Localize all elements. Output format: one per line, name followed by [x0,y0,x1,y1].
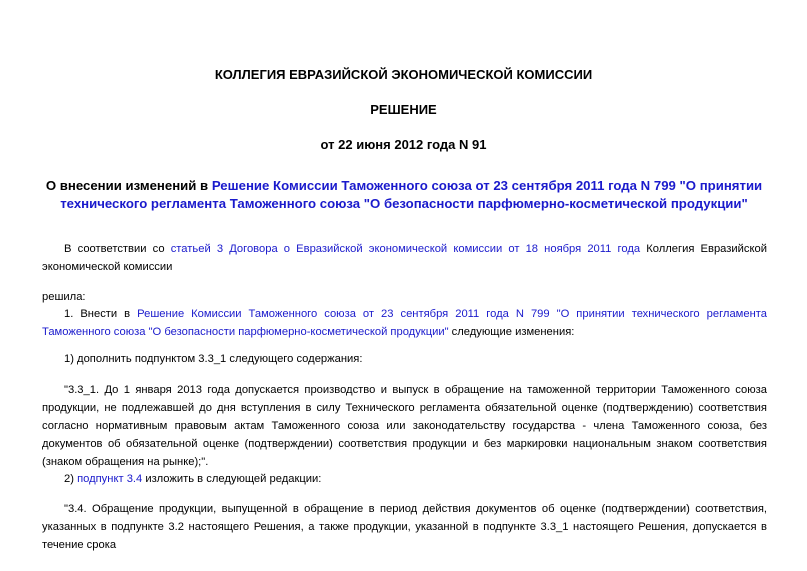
subitem-2-prefix: 2) [64,473,78,485]
title-decision-link[interactable]: Решение Комиссии Таможенного союза от 23 сентября 2011 года N 799 "О принятии технического регламента Таможенного союза "О безопасности парфюмерно-косметической продукции" [60,178,763,211]
item-1-prefix: 1. Внести в [64,308,138,320]
document-date: от 22 июня 2012 года N 91 [320,137,487,152]
preamble-prefix: В соответствии со [64,243,171,255]
subpoint-3-4-link[interactable]: подпункт 3.4 [77,473,143,485]
preamble-paragraph [42,240,767,276]
treaty-article-link[interactable]: статьей 3 Договора о Евразийской экономической комиссии от 18 ноября 2011 года [170,243,641,255]
resolved-label: решила: [42,291,86,303]
item-1-decision-link[interactable]: Решение Комиссии Таможенного союза от 23 сентября 2011 года N 799 "О принятии технического регламента Таможенного союза "О безопасности парфюмерно-косметической продукции" [42,308,767,338]
subitem-1: 1) дополнить подпунктом 3.3_1 следующего содержания: [64,353,363,365]
document-type: РЕШЕНИЕ [370,102,437,117]
item-1-suffix: следующие изменения: [448,326,575,338]
subitem-2-suffix: изложить в следующей редакции: [142,473,322,485]
quote-3-4: "3.4. Обращение продукции, выпущенной в обращение в период действия документов об оценке (подтверждении) соответствия, указанных в подпункте 3.2 настоящего Решения, а также продукции, указанной в подпункте 3.3_1 настоящего Решения, допускается в течение срока [42,503,767,551]
quote-3-3-1: "3.3_1. До 1 января 2013 года допускается производство и выпуск в обращение на таможенной территории Таможенного союза продукции, не подлежавшей до дня вступления в силу Технического регламента обязательной оценке (подтверждению) соответствия согласно нормативным правовым актам Таможенного союза или законодательству государства - члена Таможенного союза, без документов об обязательной оценке (подтверждении) соответствия продукции и без маркировки национальным знаком соответствия (знаком обращения на рынке);". [42,384,767,468]
preamble-suffix: Коллегия Евразийской экономической комиссии [42,243,767,273]
document-title [44,177,764,213]
item-1-paragraph [42,305,767,341]
organization-heading: КОЛЛЕГИЯ ЕВРАЗИЙСКОЙ ЭКОНОМИЧЕСКОЙ КОМИССИИ [214,67,593,82]
title-prefix: О внесении изменений в [45,178,212,193]
subitem-2 [42,470,767,488]
